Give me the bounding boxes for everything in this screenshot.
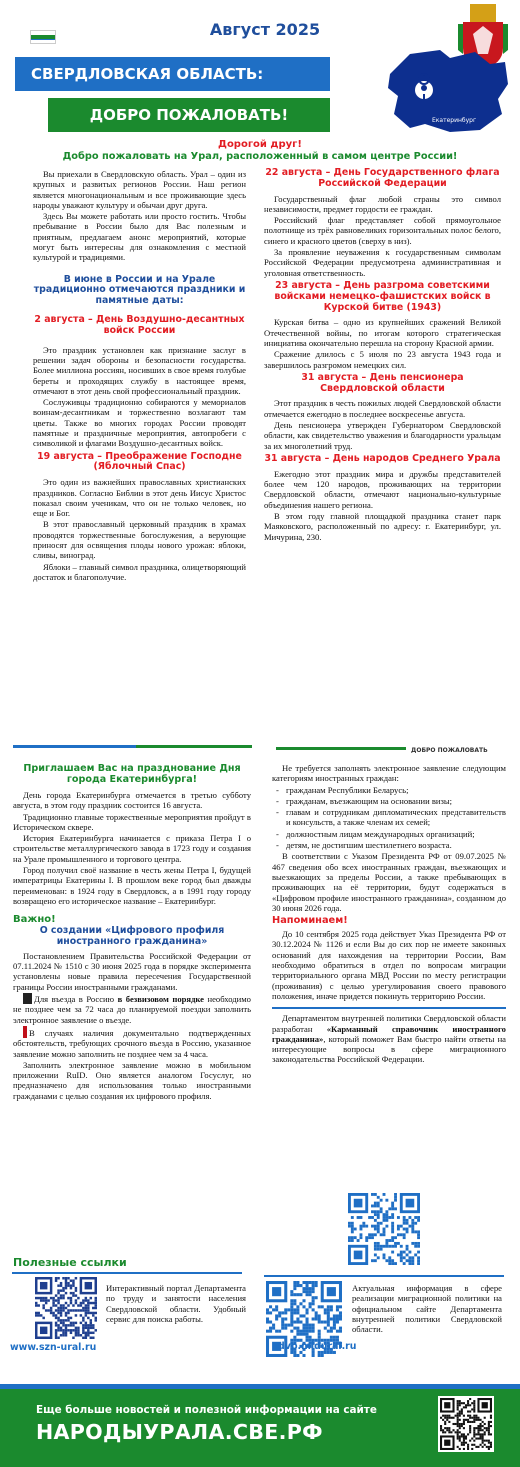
footer-qr-code[interactable] [438, 1396, 494, 1452]
reminder-paragraph: До 10 сентября 2025 года действует Указ Президента РФ от 30.12.2024 № 1126 и если Вы до сих пор не имеете законных оснований для нахождения на территории России, Вам необходимо обратиться в отдел по вопросам миграции территориального органа МВД России по месту регистрации (проживания) с целью урегулирования своего правового положения, иначе придется покинуть территорию России. [272, 929, 506, 1001]
aug23-paragraph: Курская битва – одно из крупнейших сражений Великой Отечественной войны, по итогам которого стратегическая инициатива окончательно перешла на сторону Красной армии. [264, 317, 501, 348]
digital-paragraph: Заполнить электронное заявление можно в мобильном приложении RuID. Оно является аналогом Госуслуг, но предназначено для использования только иностранными гражданами с целью создания их цифрового профиля. [13, 1059, 251, 1101]
important-label: Важно! [13, 914, 56, 926]
useful-links-heading: Полезные ссылки [13, 1256, 127, 1269]
link2-description: Актуальная информация в сфере реализации миграционной политики на официальном сайте Департамента внутренней политики Свердловской области. [352, 1283, 502, 1335]
aug31b-heading: 31 августа – День народов Среднего Урала [264, 452, 501, 464]
footer-caption: Еще больше новостей и полезной информации на сайте [36, 1404, 377, 1416]
digital-paragraph: В случаях наличия документально подтвержденных обстоятельств, требующих срочного въезда в Россию, указанное заявление можно заполнить не позднее чем за 4 часа. [13, 1027, 251, 1059]
aug23-heading: 23 августа – День разгрома советскими войсками немецко-фашистских войск в Курской битве (1943) [274, 279, 491, 313]
aug2-paragraph: Сослуживцы традиционно собираются у мемориалов воинам-десантникам и торжественно возлагают там цветы. Также во многих городах России проводят памятные и праздничные мероприятия, автопробеги с символикой и флагами Воздушно-десантных войск. [33, 397, 246, 449]
aug22-paragraph: За проявление неуважения к государственным символам Российской Федерации предусмотрена административная и уголовная ответственность. [264, 247, 501, 278]
region-map-icon [380, 44, 516, 136]
digital-paragraph: Для въезда в Россию в безвизовом порядке необходимо не позднее чем за 72 часа до планируемой поездки заполнить электронное заявление о въезде. [13, 994, 251, 1025]
aug31a-heading: 31 августа – День пенсионера Свердловской области [301, 371, 464, 394]
invite-paragraph: Город получил своё название в честь жены Петра I, будущей императрицы Екатерины I. В прошлом веке город был дважды переименован: в 1924 году в Свердловск, а в 1991 году городу возвращено его историческое название – Екатеринбург. [13, 865, 251, 906]
aug2-paragraph: Это праздник установлен как признание заслуг в решении задач обороны и безопасности государства. Более миллиона россиян, носивших в свое время голубые береты и проходящих службу в настоящее время, отмечают в этот день свой профессиональный праздник. [33, 344, 246, 396]
szn-qr-code[interactable] [35, 1277, 97, 1339]
aug31b-paragraph: Ежегодно этот праздник мира и дружбы представителей более чем 120 народов, проживающих на территории Свердловской области, отмечают национально-культурные объединения нашего региона. [264, 468, 501, 510]
handbook-paragraph: Департаментом внутренней политики Свердловской области разработан «Карманный справочник иностранного гражданина», который поможет Вам быстро найти ответы на интересующие вопросы в сфере миграционного законодательства Российской Федерации. [272, 1013, 506, 1065]
page1-right-column [264, 168, 501, 543]
greeting-title: Дорогой друг! [218, 139, 302, 150]
aug2-heading: 2 августа – День Воздушно-десантных войск России [34, 314, 245, 336]
invite-paragraph: Традиционно главные торжественные мероприятия пройдут в Историческом сквере. [13, 811, 251, 832]
map-city-label: Екатеринбург [432, 117, 477, 124]
link1-description: Интерактивный портал Департамента по труду и занятости населения Свердловской области. Удобный сервис для поиска работы. [106, 1283, 246, 1324]
divider-line [272, 1007, 506, 1009]
divider-line [136, 745, 252, 748]
document-icon [23, 993, 32, 1004]
aug19-paragraph: Яблоки – главный символ праздника, олицетворяющий достаток и благополучие. [33, 561, 246, 582]
page1-left-column [33, 169, 246, 583]
digital-profile-heading: О создании «Цифрового профиля иностранного гражданина» [39, 925, 225, 948]
page2-right-column [272, 763, 506, 1066]
dvp-midural-link[interactable]: dvp.midural.ru [278, 1341, 357, 1352]
exempt-list [272, 785, 506, 851]
aug22-paragraph: Государственный флаг любой страны это символ независимости, предмет гордости ее граждан. [264, 193, 501, 214]
invite-paragraph: История Екатеринбурга начинается с приказа Петра I о строительстве металлургического завода в 1723 году и создания на Урале промышленного и торгового центра. [13, 833, 251, 864]
sverdlovsk-flag-icon [30, 30, 56, 44]
page2-left-column [13, 763, 251, 1102]
brand-small-label: ДОБРО ПОЖАЛОВАТЬ [411, 747, 488, 754]
divider-line [0, 1384, 520, 1389]
aug19-heading: 19 августа – Преображение Господне (Яблочный Спас) [37, 450, 242, 473]
aug22-heading: 22 августа – День Государственного флага Российской Федерации [265, 167, 500, 189]
divider-line [264, 1275, 504, 1277]
region-title-band: СВЕРДЛОВСКАЯ ОБЛАСТЬ: [15, 57, 330, 91]
exempt-intro: Не требуется заполнять электронное заявление следующим категориям иностранных граждан: [272, 763, 506, 784]
invite-heading: Приглашаем Вас на празднование Дня города Екатеринбурга! [23, 763, 241, 785]
list-item: - гражданам Республики Беларусь; [272, 785, 506, 795]
decree-paragraph: В соответствии с Указом Президента РФ от 09.07.2025 № 467 сведения обо всех иностранных граждан, въезжающих и выезжающих за пределы России, а также пребывающих в проживающих на её территории, будут содержаться в «Цифровом профиле иностранного гражданина», созданном до 30 июня 2026 года. [272, 851, 506, 913]
szn-ural-link[interactable]: www.szn-ural.ru [10, 1342, 97, 1353]
issue-month: Август 2025 [209, 20, 321, 39]
aug31a-paragraph: День пенсионера утвержден Губернатором Свердловской области, как свидетельство уважения и благодарности уральцам за их многолетний труд. [264, 420, 501, 451]
aug19-paragraph: В этот православный церковный праздник в храмах проводятся торжественные богослужения, а верующие приносят для освящения плоды нового урожая: яблоки, сливы, виноград. [33, 519, 246, 561]
alert-icon [23, 1026, 27, 1038]
intro-paragraph: Здесь Вы можете работать или просто гостить. Чтобы пребывание в России было для Вас полезным и приятным, предлагаем анонс мероприятий, которые могут быть интересны для ознакомления с местной культурой и традициями. [33, 211, 246, 263]
list-item: - гражданам, въезжающим на основании визы; [272, 796, 506, 806]
footer-site-link[interactable]: НАРОДЫУРАЛА.СВЕ.РФ [36, 1420, 323, 1444]
greeting-subtitle: Добро пожаловать на Урал, расположенный в самом центре России! [62, 151, 458, 162]
aug31a-paragraph: Этот праздник в честь пожилых людей Свердловской области отмечается ежегодно в последнее воскресенье августа. [264, 398, 501, 419]
reminder-label: Напоминаем! [272, 915, 348, 927]
list-item: - должностным лицам международных организаций; [272, 829, 506, 839]
aug31b-paragraph: В этом году главной площадкой праздника станет парк Маяковского, расположенный по адресу: г. Екатеринбург, ул. Мичурина, 230. [264, 510, 501, 542]
digital-paragraph: Постановлением Правительства Российской Федерации от 07.11.2024 № 1510 с 30 июня 2025 года в порядке эксперимента установлены новые правила пересечения Государственной границы России иностранными гражданами. [13, 950, 251, 992]
holidays-heading: В июне в России и на Урале традиционно отмечаются праздники и памятные даты: [33, 273, 246, 307]
intro-paragraph: Вы приехали в Свердловскую область. Урал – один из крупных и развитых регионов России. Наш регион является многонациональным и все проживающие здесь народы уважают культуру и обычаи друг друга. [33, 169, 246, 210]
aug22-paragraph: Российский флаг представляет собой прямоугольное полотнище из трёх равновеликих горизонтальных полос белого, синего и красного цветов (сверху в низ). [264, 215, 501, 246]
handbook-qr-code[interactable] [348, 1193, 420, 1265]
list-item: - детям, не достигшим шестилетнего возраста. [272, 840, 506, 850]
divider-line [12, 1272, 242, 1274]
aug19-paragraph: Это один из важнейших православных христианских праздников. Согласно Библии в этот день Иисус Христос показал своим ученикам, что он не только человек, но еще и Бог. [33, 477, 246, 519]
invite-paragraph: День города Екатеринбурга отмечается в третью субботу августа, в этом году праздник состоится 16 августа. [13, 790, 251, 811]
divider-line [13, 745, 136, 748]
list-item: - главам и сотрудникам дипломатических представительств и консульств, а также членам их семей; [272, 807, 506, 828]
aug23-paragraph: Сражение длилось с 5 июля по 23 августа 1943 года и завершилось разгромом немецких сил. [264, 349, 501, 370]
divider-line [276, 747, 406, 750]
welcome-band: ДОБРО ПОЖАЛОВАТЬ! [48, 98, 330, 132]
